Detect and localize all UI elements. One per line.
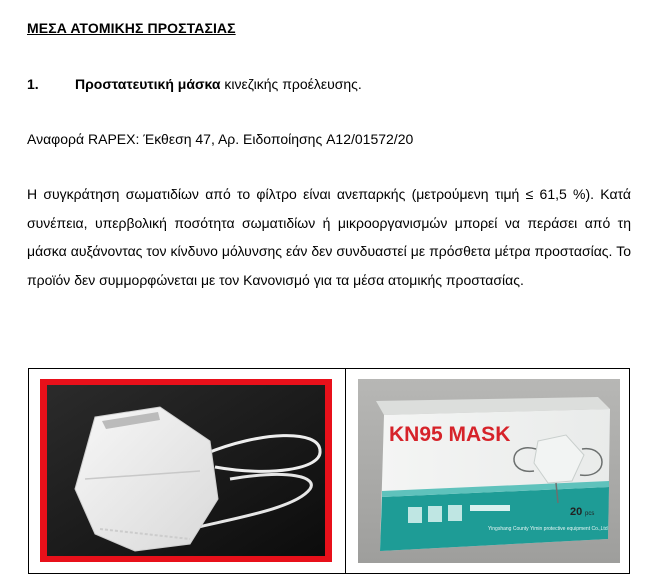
box-maker-text: Yingshang County Yimin protective equipment Co.,Ltd: [488, 526, 608, 532]
item-number: 1.: [27, 76, 39, 92]
product-description: Η συγκράτηση σωματιδίων από το φίλτρο είναι ανεπαρκής (μετρούμενη τιμή ≤ 61,5 %). Κατά συνέπεια, υπερβολική ποσότητα σωματιδίων ή μικροοργανισμών μπορεί να περάσει από τη μάσκα αυξάνοντας τον κίνδυνο μόλυνσης εάν δεν συνδυαστεί με πρόσθετα μέτρα προστασίας. Το προϊόν δεν συμμορφώνεται με τον Κανονισμό για τα μέσα ατομικής προστασίας.: [27, 186, 631, 288]
rapex-reference: Αναφορά RAPEX: Έκθεση 47, Αρ. Ειδοποίησης A12/01572/20: [27, 131, 414, 147]
product-origin: κινεζικής προέλευσης.: [220, 76, 362, 92]
band-icon: [448, 505, 462, 521]
band-icon: [428, 506, 442, 522]
box-count-text: 20: [570, 506, 583, 518]
table-divider: [345, 369, 346, 573]
box-photo-graphic: [358, 379, 620, 563]
band-label: [470, 505, 510, 511]
box-brand-text: KN95 MASK: [389, 423, 511, 446]
section-heading: ΜΕΣΑ ΑΤΟΜΙΚΗΣ ΠΡΟΣΤΑΣΙΑΣ: [27, 20, 236, 36]
product-photos-table: [28, 368, 630, 574]
product-item-line: [27, 76, 362, 92]
box-photo: [358, 379, 620, 563]
mask-photo: [40, 379, 332, 562]
mask-photo-graphic: [40, 379, 332, 562]
product-title: Προστατευτική μάσκα: [75, 76, 221, 92]
box-count-unit: pcs: [585, 511, 595, 517]
band-icon: [408, 507, 422, 523]
